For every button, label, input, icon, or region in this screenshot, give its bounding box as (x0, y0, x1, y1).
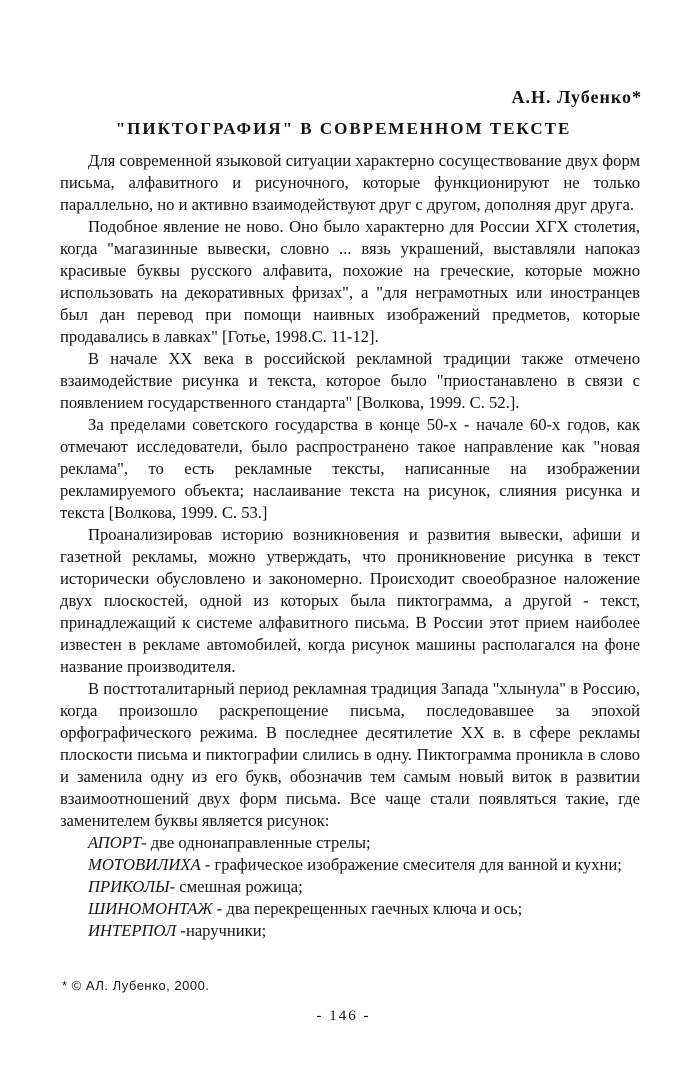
example-word: МОТОВИЛИХА (88, 855, 201, 874)
example-item (60, 832, 640, 854)
example-item (60, 898, 640, 920)
page-number: - 146 - (316, 1008, 371, 1024)
paragraph: Для современной языковой ситуации характерно сосуществование двух форм письма, алфавитного и рисуночного, которые функционируют не только параллельно, но и активно взаимодействуют друг с другом, дополняя друг друга. (60, 151, 640, 214)
example-word: АПОРТ (88, 833, 142, 852)
paragraph: За пределами советского государства в конце 50-х - начале 60-х годов, как отмечают исследователи, было распространено такое направление как "новая реклама", то есть рекламные тексты, написанные на изображении рекламируемого объекта; наслаивание текста на рисунок, слияния рисунка и текста [Волкова, 1999. С. 53.] (60, 415, 640, 522)
author-name: А.Н. Лубенко* (511, 87, 642, 107)
example-word: ПРИКОЛЫ (88, 877, 170, 896)
example-description: - две однонаправленные стрелы; (141, 833, 371, 852)
example-item (60, 854, 640, 876)
example-item (60, 920, 640, 942)
paragraph: В начале XX века в российской рекламной традиции также отмечено взаимодействие рисунка и текста, которое было "приостанавлено в связи с появлением государственного стандарта" [Волкова, 1999. С. 52.]. (60, 349, 640, 412)
example-word: ШИНОМОНТАЖ (88, 899, 213, 918)
footnote: * © АЛ. Лубенко, 2000. (62, 978, 210, 993)
paragraph: В посттоталитарный период рекламная традиция Запада "хлынула" в Россию, когда произошло раскрепощение письма, последовавшее за эпохой орфографического режима. В последнее десятилетие XX в. в сфере рекламы плоскости письма и пиктографии слились в одну. Пиктограмма проникла в слово и заменила одну из его букв, обозначив тем самым новый виток в развитии взаимоотношений двух форм письма. Все чаще стали появляться такие, где заменителем буквы является рисунок: (60, 679, 640, 830)
article-title: "ПИКТОГРАФИЯ" В СОВРЕМЕННОМ ТЕКСТЕ (115, 119, 572, 138)
paragraph: Проанализировав историю возникновения и развития вывески, афиши и газетной рекламы, можно утверждать, что проникновение рисунка в текст исторически обусловлено и закономерно. Происходит своеобразное наложение двух плоскостей, одной из которых была пиктограмма, а другой - текст, принадлежащий к системе алфавитного письма. В России этот прием наиболее известен в рекламе автомобилей, когда рисунок машины располагался на фоне название производителя. (60, 525, 640, 676)
example-description: - смешная рожица; (169, 877, 303, 896)
article-body (60, 150, 640, 942)
example-description: - два перекрещенных гаечных ключа и ось; (212, 899, 523, 918)
example-description: -наручники; (176, 921, 267, 940)
example-description: - графическое изображение смесителя для ванной и кухни; (200, 855, 622, 874)
example-word: ИНТЕРПОЛ (88, 921, 177, 940)
paragraph: Подобное явление не ново. Оно было характерно для России ХГХ столетия, когда "магазинные вывески, словно ... вязь украшений, выставляли напоказ красивые буквы русского алфавита, похожие на греческие, которые можно использовать на декоративных фризах", а "для неграмотных или иностранцев был дан перевод при помощи наивных изображений предметов, которые продавались в лавках" [Готье, 1998.С. 11-12]. (60, 217, 640, 346)
example-item (60, 876, 640, 898)
